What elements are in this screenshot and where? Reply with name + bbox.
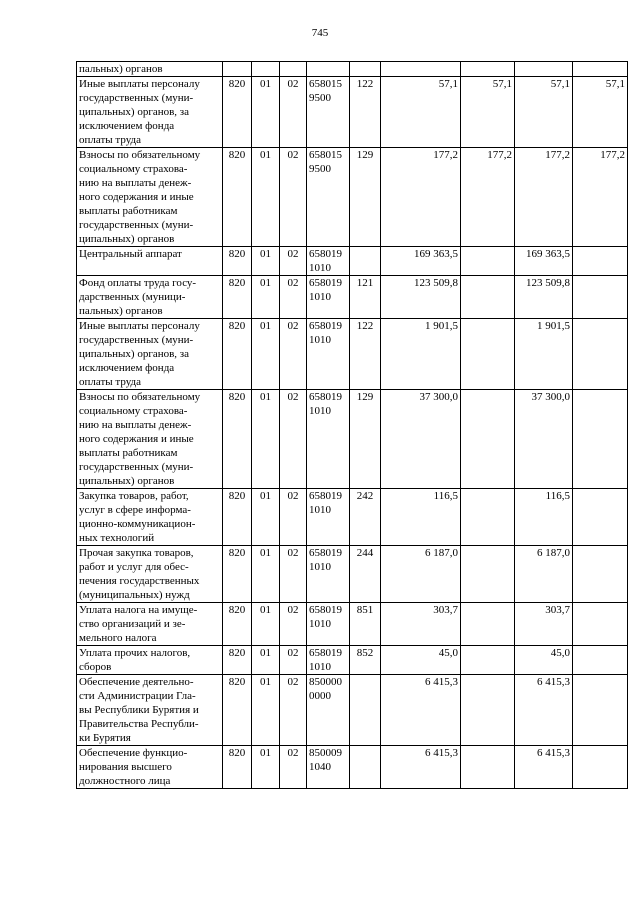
amount-column-4-cell: 57,1	[573, 77, 628, 148]
department-code-cell: 820	[223, 276, 252, 319]
section-code-cell: 01	[252, 746, 280, 789]
amount-column-4-cell	[573, 603, 628, 646]
amount-column-4-cell	[573, 247, 628, 276]
expense-type-cell: 121	[350, 276, 381, 319]
target-article-cell: 658019 1010	[307, 390, 350, 489]
amount-column-3-cell: 123 509,8	[515, 276, 573, 319]
table-row	[77, 319, 628, 390]
page-number: 745	[311, 27, 329, 39]
amount-column-4-cell	[573, 489, 628, 546]
amount-column-4-cell	[573, 276, 628, 319]
amount-column-4-cell: 177,2	[573, 148, 628, 247]
amount-column-3-cell: 6 415,3	[515, 746, 573, 789]
row-name-cell: Взносы по обязательному социальному страхова- нию на выплаты денеж- ного содержания и иные выплаты работникам государственных (муни- ципальных) органов	[77, 390, 223, 489]
section-code-cell	[252, 62, 280, 77]
department-code-cell: 820	[223, 148, 252, 247]
amount-total-cell: 303,7	[381, 603, 461, 646]
row-name-cell: Уплата прочих налогов, сборов	[77, 646, 223, 675]
amount-total-cell: 1 901,5	[381, 319, 461, 390]
amount-column-3-cell	[515, 62, 573, 77]
row-name-cell: Закупка товаров, работ, услуг в сфере информа- ционно-коммуникацион- ных технологий	[77, 489, 223, 546]
target-article-cell: 658015 9500	[307, 148, 350, 247]
department-code-cell: 820	[223, 390, 252, 489]
amount-column-2-cell	[461, 546, 515, 603]
table-row	[77, 489, 628, 546]
amount-column-2-cell	[461, 276, 515, 319]
target-article-cell: 658019 1010	[307, 603, 350, 646]
expense-type-cell	[350, 746, 381, 789]
subsection-code-cell: 02	[280, 148, 307, 247]
amount-column-3-cell: 57,1	[515, 77, 573, 148]
amount-total-cell: 45,0	[381, 646, 461, 675]
table-row	[77, 646, 628, 675]
section-code-cell: 01	[252, 276, 280, 319]
target-article-cell: 658019 1010	[307, 489, 350, 546]
section-code-cell: 01	[252, 675, 280, 746]
table-row	[77, 675, 628, 746]
expense-type-cell: 129	[350, 148, 381, 247]
budget-table	[76, 61, 628, 789]
expense-type-cell: 122	[350, 77, 381, 148]
table-row	[77, 546, 628, 603]
amount-column-3-cell: 169 363,5	[515, 247, 573, 276]
amount-total-cell: 57,1	[381, 77, 461, 148]
amount-column-4-cell	[573, 319, 628, 390]
amount-column-3-cell: 6 187,0	[515, 546, 573, 603]
row-name-cell: Фонд оплаты труда госу- дарственных (муници- пальных) органов	[77, 276, 223, 319]
department-code-cell: 820	[223, 646, 252, 675]
amount-column-4-cell	[573, 746, 628, 789]
target-article-cell: 658015 9500	[307, 77, 350, 148]
amount-total-cell: 116,5	[381, 489, 461, 546]
amount-column-4-cell	[573, 646, 628, 675]
department-code-cell: 820	[223, 546, 252, 603]
section-code-cell: 01	[252, 646, 280, 675]
amount-column-2-cell: 177,2	[461, 148, 515, 247]
row-name-cell: Прочая закупка товаров, работ и услуг для обес- печения государственных (муниципальных) нужд	[77, 546, 223, 603]
expense-type-cell	[350, 247, 381, 276]
section-code-cell: 01	[252, 546, 280, 603]
amount-column-2-cell	[461, 62, 515, 77]
amount-total-cell: 6 415,3	[381, 675, 461, 746]
row-name-cell: пальных) органов	[77, 62, 223, 77]
expense-type-cell: 242	[350, 489, 381, 546]
amount-total-cell: 169 363,5	[381, 247, 461, 276]
row-name-cell: Взносы по обязательному социальному страхова- нию на выплаты денеж- ного содержания и иные выплаты работникам государственных (муни- ципальных) органов	[77, 148, 223, 247]
subsection-code-cell: 02	[280, 319, 307, 390]
amount-column-3-cell: 177,2	[515, 148, 573, 247]
section-code-cell: 01	[252, 247, 280, 276]
amount-total-cell: 177,2	[381, 148, 461, 247]
expense-type-cell: 851	[350, 603, 381, 646]
amount-column-4-cell	[573, 62, 628, 77]
row-name-cell: Центральный аппарат	[77, 247, 223, 276]
expense-type-cell	[350, 675, 381, 746]
subsection-code-cell: 02	[280, 489, 307, 546]
target-article-cell: 658019 1010	[307, 319, 350, 390]
department-code-cell: 820	[223, 746, 252, 789]
amount-column-2-cell	[461, 247, 515, 276]
target-article-cell: 658019 1010	[307, 546, 350, 603]
amount-column-4-cell	[573, 546, 628, 603]
department-code-cell: 820	[223, 489, 252, 546]
department-code-cell: 820	[223, 247, 252, 276]
expense-type-cell: 122	[350, 319, 381, 390]
table-row	[77, 390, 628, 489]
amount-column-2-cell	[461, 390, 515, 489]
subsection-code-cell: 02	[280, 247, 307, 276]
department-code-cell: 820	[223, 603, 252, 646]
row-name-cell: Иные выплаты персоналу государственных (муни- ципальных) органов, за исключением фонда оплаты труда	[77, 77, 223, 148]
table-row	[77, 746, 628, 789]
amount-column-3-cell: 1 901,5	[515, 319, 573, 390]
target-article-cell	[307, 62, 350, 77]
department-code-cell	[223, 62, 252, 77]
row-name-cell: Уплата налога на имуще- ство организаций и зе- мельного налога	[77, 603, 223, 646]
amount-column-2-cell	[461, 746, 515, 789]
row-name-cell: Обеспечение деятельно- сти Администрации Гла- вы Республики Бурятия и Правительства Республи- ки Бурятия	[77, 675, 223, 746]
department-code-cell: 820	[223, 319, 252, 390]
amount-total-cell: 123 509,8	[381, 276, 461, 319]
subsection-code-cell: 02	[280, 603, 307, 646]
amount-column-2-cell: 57,1	[461, 77, 515, 148]
section-code-cell: 01	[252, 390, 280, 489]
target-article-cell: 658019 1010	[307, 276, 350, 319]
subsection-code-cell: 02	[280, 546, 307, 603]
amount-column-3-cell: 6 415,3	[515, 675, 573, 746]
subsection-code-cell: 02	[280, 77, 307, 148]
amount-column-3-cell: 303,7	[515, 603, 573, 646]
subsection-code-cell	[280, 62, 307, 77]
expense-type-cell	[350, 62, 381, 77]
target-article-cell: 850000 0000	[307, 675, 350, 746]
amount-total-cell: 6 187,0	[381, 546, 461, 603]
row-name-cell: Обеспечение функцио- нирования высшего должностного лица	[77, 746, 223, 789]
subsection-code-cell: 02	[280, 746, 307, 789]
section-code-cell: 01	[252, 319, 280, 390]
amount-total-cell: 37 300,0	[381, 390, 461, 489]
section-code-cell: 01	[252, 77, 280, 148]
row-name-cell: Иные выплаты персоналу государственных (муни- ципальных) органов, за исключением фонда оплаты труда	[77, 319, 223, 390]
amount-column-2-cell	[461, 489, 515, 546]
target-article-cell: 850009 1040	[307, 746, 350, 789]
target-article-cell: 658019 1010	[307, 646, 350, 675]
amount-total-cell	[381, 62, 461, 77]
amount-column-2-cell	[461, 319, 515, 390]
amount-total-cell: 6 415,3	[381, 746, 461, 789]
department-code-cell: 820	[223, 77, 252, 148]
amount-column-2-cell	[461, 603, 515, 646]
amount-column-3-cell: 45,0	[515, 646, 573, 675]
table-row	[77, 247, 628, 276]
subsection-code-cell: 02	[280, 675, 307, 746]
table-row	[77, 603, 628, 646]
expense-type-cell: 244	[350, 546, 381, 603]
amount-column-2-cell	[461, 646, 515, 675]
subsection-code-cell: 02	[280, 646, 307, 675]
subsection-code-cell: 02	[280, 276, 307, 319]
amount-column-3-cell: 37 300,0	[515, 390, 573, 489]
department-code-cell: 820	[223, 675, 252, 746]
amount-column-3-cell: 116,5	[515, 489, 573, 546]
section-code-cell: 01	[252, 148, 280, 247]
table-body	[77, 62, 628, 789]
amount-column-4-cell	[573, 390, 628, 489]
table-row	[77, 62, 628, 77]
subsection-code-cell: 02	[280, 390, 307, 489]
target-article-cell: 658019 1010	[307, 247, 350, 276]
expense-type-cell: 852	[350, 646, 381, 675]
amount-column-2-cell	[461, 675, 515, 746]
table-row	[77, 77, 628, 148]
table-row	[77, 148, 628, 247]
table-row	[77, 276, 628, 319]
amount-column-4-cell	[573, 675, 628, 746]
section-code-cell: 01	[252, 603, 280, 646]
expense-type-cell: 129	[350, 390, 381, 489]
section-code-cell: 01	[252, 489, 280, 546]
